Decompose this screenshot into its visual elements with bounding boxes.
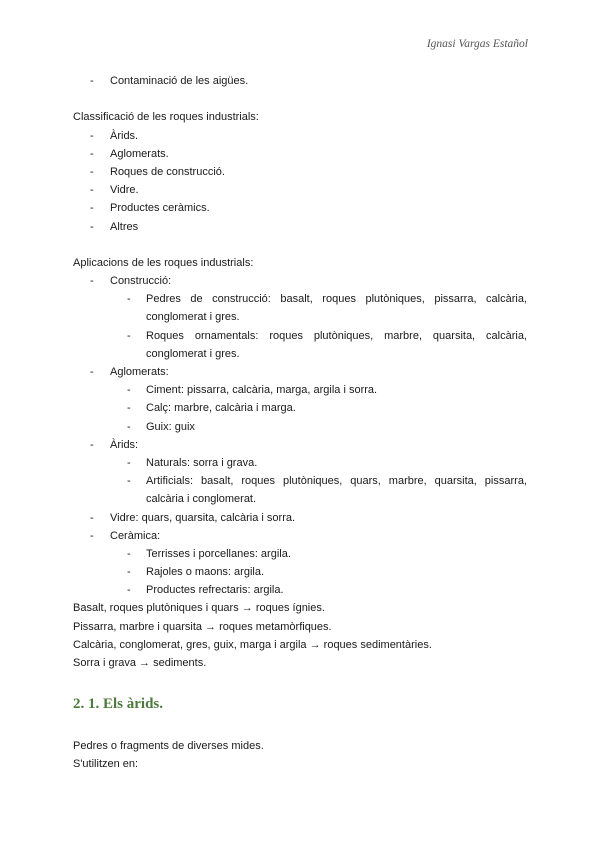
dash-bullet: - (90, 275, 94, 288)
list-item (73, 163, 527, 181)
summary-line (73, 654, 527, 672)
body-text (73, 72, 527, 672)
paragraph-line (73, 737, 527, 755)
dash-bullet: - (90, 202, 94, 215)
dash-bullet: - (127, 584, 131, 597)
line-text: Calç: marbre, calcària i marga. (146, 402, 296, 415)
line-text: calcària i conglomerat. (146, 493, 257, 506)
summary-line (73, 636, 527, 654)
line-text: Roques ornamentals: roques plutòniques, marbre, quarsita, calcària, (146, 329, 527, 342)
line-text: Ceràmica: (110, 529, 161, 542)
dash-bullet: - (90, 366, 94, 378)
line-text: Terrisses i porcellanes: argila. (146, 547, 291, 560)
list-item (73, 127, 527, 145)
sub-list-item (73, 399, 527, 417)
dash-bullet: - (127, 420, 131, 433)
line-text: conglomerat i gres. (146, 347, 240, 360)
dash-bullet: - (90, 165, 94, 178)
line-text: Productes refrectaris: argila. (146, 584, 284, 597)
sub-list-item (73, 381, 527, 399)
dash-bullet: - (90, 184, 94, 197)
dash-bullet: - (127, 402, 131, 415)
line-text: Basalt, roques plutòniques i quars → roques ígnies. (73, 602, 325, 615)
summary-line (73, 618, 527, 636)
dash-bullet: - (90, 529, 94, 542)
list-item (73, 181, 527, 199)
section-body (73, 737, 527, 773)
line-text: conglomerat i gres. (146, 311, 240, 324)
sub-list-item-continuation (73, 345, 527, 363)
line-text: Ciment: pissarra, calcària, marga, argila i sorra. (146, 384, 378, 397)
dash-bullet: - (90, 511, 94, 524)
line-text: Aglomerats: (110, 366, 169, 378)
line-text: Construcció: (110, 275, 172, 288)
dash-bullet: - (127, 475, 131, 488)
line-text: Altres (110, 220, 139, 233)
line-text: Productes ceràmics. (110, 202, 210, 215)
line-text: Aplicacions de les roques industrials: (73, 256, 254, 269)
header-author: Ignasi Vargas Estañol (426, 38, 528, 50)
classification-heading (73, 108, 527, 126)
sub-list-item-continuation (73, 308, 527, 326)
list-item (73, 199, 527, 217)
line-text: Pedres o fragments de diverses mides. (73, 740, 264, 752)
list-item (73, 363, 527, 381)
summary-line (73, 599, 527, 617)
dash-bullet: - (127, 293, 131, 306)
dash-bullet: - (90, 147, 94, 160)
line-text: Àrids: (110, 438, 139, 451)
dash-bullet: - (127, 547, 131, 560)
dash-bullet: - (90, 438, 94, 451)
line-text: Contaminació de les aigües. (110, 75, 249, 87)
dash-bullet: - (90, 220, 94, 233)
line-text: Vidre: quars, quarsita, calcària i sorra. (110, 511, 296, 524)
line-text: Roques de construcció. (110, 165, 225, 178)
line-text: Pissarra, marbre i quarsita → roques metamòrfiques. (73, 620, 332, 633)
line-text: Guix: guix (146, 420, 195, 433)
list-item (73, 72, 527, 90)
list-item (73, 436, 527, 454)
dash-bullet: - (127, 384, 131, 397)
sub-list-item (73, 581, 527, 599)
line-text: Sorra i grava → sediments. (73, 657, 207, 669)
line-text: Classificació de les roques industrials: (73, 111, 259, 124)
list-item (73, 145, 527, 163)
list-item (73, 509, 527, 527)
line-text: Àrids. (110, 129, 139, 142)
dash-bullet: - (90, 129, 94, 142)
line-text: Artificials: basalt, roques plutòniques, quars, marbre, quarsita, pissarra, (146, 475, 527, 488)
sub-list-item (73, 327, 527, 345)
line-text: Aglomerats. (110, 147, 169, 160)
dash-bullet: - (127, 456, 131, 469)
list-item (73, 527, 527, 545)
sub-list-item-continuation (73, 490, 527, 508)
dash-bullet: - (127, 329, 131, 342)
sub-list-item (73, 454, 527, 472)
sub-list-item (73, 418, 527, 436)
line-text: Calcària, conglomerat, gres, guix, marga i argila → roques sedimentàries. (73, 638, 432, 651)
list-item (73, 272, 527, 290)
line-text: Naturals: sorra i grava. (146, 456, 258, 469)
section-title: 2. 1. Els àrids. (73, 696, 164, 712)
list-item (73, 218, 527, 236)
line-text: Vidre. (110, 184, 139, 197)
sub-list-item (73, 290, 527, 308)
line-text: Pedres de construcció: basalt, roques plutòniques, pissarra, calcària, (146, 293, 527, 306)
dash-bullet: - (127, 566, 131, 579)
sub-list-item (73, 545, 527, 563)
line-text: S'utilitzen en: (73, 758, 139, 771)
sub-list-item (73, 563, 527, 581)
dash-bullet: - (90, 75, 94, 87)
applications-heading (73, 254, 527, 272)
line-text: Rajoles o maons: argila. (146, 566, 265, 579)
paragraph-line (73, 755, 527, 773)
sub-list-item (73, 472, 527, 490)
